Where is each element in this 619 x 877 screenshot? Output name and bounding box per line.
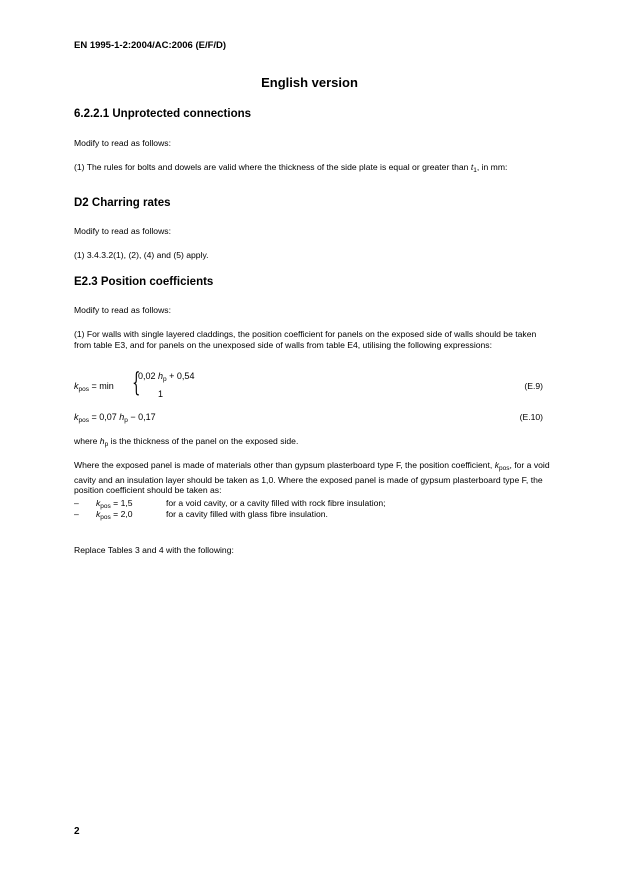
- symbol-k: k: [74, 412, 79, 422]
- section-heading-charring-rates: D2 Charring rates: [74, 197, 171, 209]
- paragraph-text: (1) The rules for bolts and dowels are valid where the thickness of the side plate is equal or greater than: [74, 162, 471, 172]
- instruction-text: Modify to read as follows:: [74, 138, 171, 148]
- paragraph-walls: (1) For walls with single layered claddings, the position coefficient for panels on the exposed side of walls should be taken from table E3, and for panels on the unexposed side of walls from table E4, utilising the following expressions:: [74, 329, 537, 350]
- equation-text: 0,02: [138, 371, 159, 381]
- list-text: for a cavity filled with glass fibre insulation.: [166, 509, 328, 519]
- equation-text: = 0,07: [88, 412, 120, 422]
- list-dash: –: [74, 498, 79, 508]
- symbol-k: k: [494, 460, 499, 470]
- symbol-h: h: [158, 371, 164, 381]
- list-dash: –: [74, 509, 79, 519]
- paragraph-text: where: [74, 436, 100, 446]
- paragraph-text: , in mm:: [476, 162, 508, 172]
- page-title: English version: [261, 75, 358, 90]
- equation-case-1: [138, 371, 194, 383]
- paragraph-text: , for a void cavity and an insulation layer should be taken as 1,0. Where the exposed panel is made of gypsum plasterboard type F, the position coefficient should be taken as:: [74, 460, 550, 495]
- document-header: EN 1995-1-2:2004/AC:2006 (E/F/D): [74, 40, 227, 51]
- list-value: = 2,0: [110, 509, 133, 519]
- symbol-t: t: [470, 162, 474, 172]
- paragraph-text: is the thickness of the panel on the exposed side.: [108, 436, 299, 446]
- subscript: 1: [473, 167, 477, 174]
- list-item: [74, 509, 554, 524]
- instruction-text: Modify to read as follows:: [74, 305, 171, 315]
- equation-min: = min: [88, 381, 114, 391]
- equation-e10: [74, 412, 544, 424]
- equation-number-e9: (E.9): [524, 381, 543, 391]
- paragraph-exposed-panel: [74, 460, 554, 496]
- symbol-k: k: [96, 498, 101, 508]
- subscript: pos: [78, 417, 89, 424]
- symbol-k: k: [74, 381, 79, 391]
- subscript: p: [104, 441, 109, 448]
- equation-lhs: [74, 381, 114, 393]
- equation-e9: [74, 368, 544, 401]
- equation-text: + 0,54: [166, 371, 195, 381]
- subscript: pos: [100, 503, 111, 510]
- instruction-replace-tables: Replace Tables 3 and 4 with the following:: [74, 545, 234, 555]
- left-brace-icon: {: [132, 368, 141, 398]
- equation-number-e10: (E.10): [519, 412, 543, 422]
- paragraph-bolts-dowels: [74, 162, 554, 177]
- subscript: pos: [100, 514, 111, 521]
- page-number: 2: [74, 826, 80, 837]
- subscript: p: [124, 417, 128, 424]
- subscript: p: [163, 376, 167, 383]
- section-heading-unprotected-connections: 6.2.2.1 Unprotected connections: [74, 108, 252, 120]
- equation-case-2: 1: [158, 389, 164, 399]
- symbol-h: h: [119, 412, 125, 422]
- subscript: pos: [78, 386, 89, 393]
- symbol-h: h: [99, 436, 105, 446]
- instruction-text: Modify to read as follows:: [74, 226, 171, 236]
- equation-text: − 0,17: [127, 412, 156, 422]
- paragraph-text: Where the exposed panel is made of materials other than gypsum plasterboard type F, the position coefficient,: [74, 460, 495, 470]
- section-heading-position-coefficients: E2.3 Position coefficients: [74, 276, 214, 288]
- paragraph-charring: (1) 3.4.3.2(1), (2), (4) and (5) apply.: [74, 250, 209, 260]
- paragraph-where: [74, 436, 554, 451]
- symbol-k: k: [96, 509, 101, 519]
- subscript: pos: [499, 465, 510, 472]
- list-value: = 1,5: [110, 498, 133, 508]
- list-text: for a void cavity, or a cavity filled with rock fibre insulation;: [166, 498, 386, 508]
